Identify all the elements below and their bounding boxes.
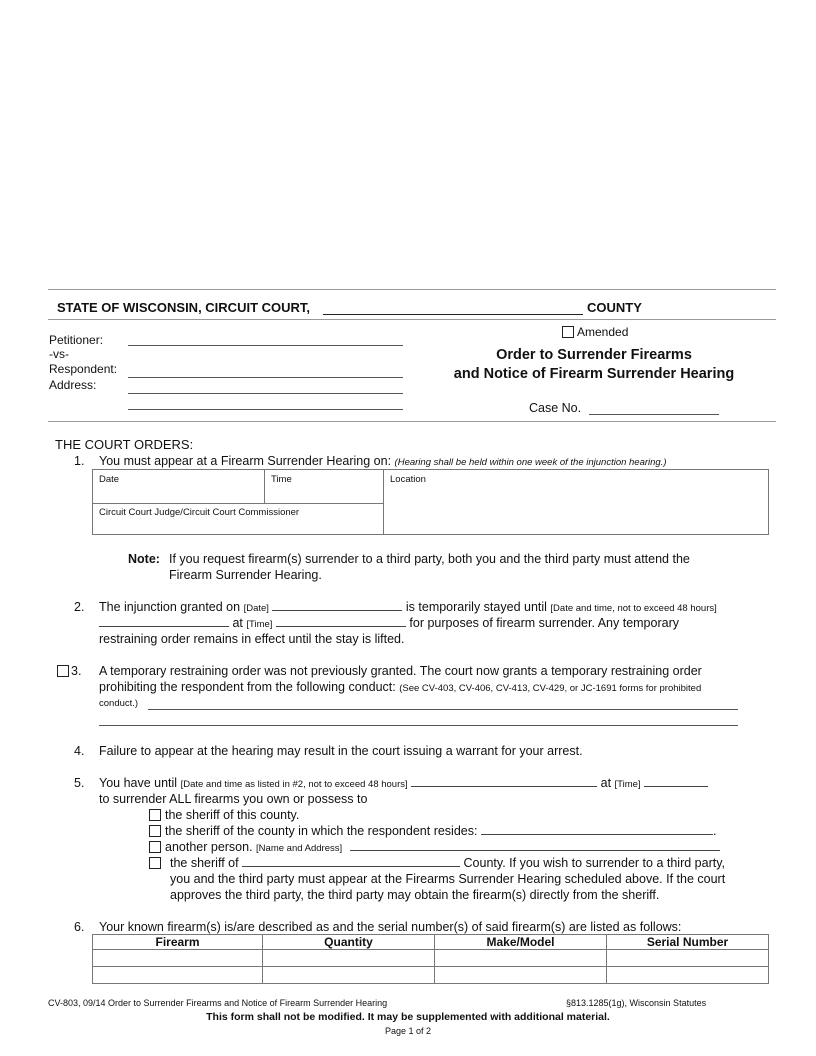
table-cell[interactable] bbox=[93, 967, 263, 984]
firearms-table-header bbox=[93, 935, 769, 950]
item5-opt4-county-field[interactable] bbox=[242, 856, 460, 867]
item2-until-field[interactable] bbox=[99, 616, 229, 627]
item2-time-field[interactable] bbox=[276, 616, 406, 627]
item5-line1 bbox=[99, 776, 708, 790]
footer-statute: §813.1285(1g), Wisconsin Statutes bbox=[566, 998, 707, 1008]
item2-time-hint: [Time] bbox=[246, 619, 273, 630]
item5-opt1: the sheriff of this county. bbox=[165, 808, 300, 822]
footer-notice: This form shall not be modified. It may be supplemented with additional material. bbox=[206, 1011, 610, 1023]
item5-time-field[interactable] bbox=[644, 776, 708, 787]
court-orders-heading: THE COURT ORDERS: bbox=[55, 437, 194, 452]
item5-opt3: another person. bbox=[165, 840, 253, 854]
item5-until-field[interactable] bbox=[411, 776, 597, 787]
item2-date-field[interactable] bbox=[272, 600, 402, 611]
item5-opt4b: County. If you wish to surrender to a third party, bbox=[463, 856, 725, 870]
item1-number: 1. bbox=[74, 454, 85, 468]
table-row bbox=[93, 967, 769, 984]
item5-opt4a: the sheriff of bbox=[170, 856, 239, 870]
footer-form-id: CV-803, 09/14 Order to Surrender Firearms and Notice of Firearm Surrender Hearing bbox=[48, 998, 388, 1008]
item6-text: Your known firearm(s) is/are described as and the serial number(s) of said firearm(s) are listed as follows: bbox=[99, 920, 682, 934]
item1-text bbox=[99, 454, 667, 468]
item2-line2 bbox=[99, 616, 679, 630]
respondent-label: Respondent: bbox=[49, 362, 118, 376]
col-firearm: Firearm bbox=[93, 935, 263, 950]
item6-number: 6. bbox=[74, 920, 85, 934]
item5-opt3-hint: [Name and Address] bbox=[256, 843, 343, 854]
col-quantity: Quantity bbox=[263, 935, 435, 950]
item5-opt2-checkbox[interactable] bbox=[149, 825, 161, 837]
table-cell[interactable] bbox=[93, 950, 263, 967]
item2-b: is temporarily stayed until bbox=[405, 600, 547, 614]
item3-hint-b: conduct.) bbox=[99, 698, 139, 709]
table-cell[interactable] bbox=[435, 950, 607, 967]
item5-line2: to surrender ALL firearms you own or possess to bbox=[99, 792, 368, 806]
case-no-field[interactable] bbox=[589, 414, 719, 415]
petitioner-label: Petitioner: bbox=[49, 333, 104, 347]
county-name-field[interactable] bbox=[323, 314, 583, 315]
hearing-table-hline bbox=[93, 503, 383, 504]
item3-line2 bbox=[99, 680, 701, 694]
item3-line2-text: prohibiting the respondent from the following conduct: bbox=[99, 680, 396, 694]
county-label: COUNTY bbox=[587, 300, 642, 315]
item5-a: You have until bbox=[99, 776, 178, 790]
note-label: Note: bbox=[128, 552, 160, 566]
petitioner-field[interactable] bbox=[128, 345, 403, 346]
table-cell[interactable] bbox=[263, 967, 435, 984]
amended-checkbox[interactable] bbox=[562, 326, 574, 338]
case-no-label: Case No. bbox=[529, 401, 582, 415]
item5-opt1-checkbox[interactable] bbox=[149, 809, 161, 821]
item5-opt4-line3: approves the third party, the third party may obtain the firearm(s) directly from the sheriff. bbox=[170, 888, 660, 902]
address-field-1[interactable] bbox=[128, 393, 403, 394]
vs-label: -vs- bbox=[49, 347, 69, 361]
footer-page: Page 1 of 2 bbox=[384, 1026, 432, 1036]
amended-label: Amended bbox=[577, 325, 629, 339]
item5-number: 5. bbox=[74, 776, 85, 790]
item2-line1 bbox=[99, 600, 717, 614]
form-title-line2: and Notice of Firearm Surrender Hearing bbox=[453, 366, 735, 382]
item5-opt2-end: . bbox=[712, 824, 717, 838]
table-cell[interactable] bbox=[263, 950, 435, 967]
item3-line1: A temporary restraining order was not previously granted. The court now grants a temporary restraining order bbox=[99, 664, 702, 678]
parties-rule bbox=[48, 421, 776, 422]
item2-a: The injunction granted on bbox=[99, 600, 241, 614]
form-title-line1: Order to Surrender Firearms bbox=[496, 347, 692, 363]
address-label: Address: bbox=[49, 378, 97, 392]
header-rule bbox=[48, 319, 776, 320]
item5-at: at bbox=[600, 776, 612, 790]
table-row bbox=[93, 950, 769, 967]
item4-number: 4. bbox=[74, 744, 85, 758]
hearing-time-cell[interactable]: Time bbox=[271, 474, 292, 485]
item1-note: (Hearing shall be held within one week of the injunction hearing.) bbox=[394, 457, 667, 468]
item2-line3: restraining order remains in effect until the stay is lifted. bbox=[99, 632, 405, 646]
item5-opt4-line1 bbox=[170, 856, 725, 870]
item4-text: Failure to appear at the hearing may result in the court issuing a warrant for your arrest. bbox=[99, 744, 583, 758]
col-serial-number: Serial Number bbox=[607, 935, 769, 950]
item3-number: 3. bbox=[71, 664, 82, 678]
item5-time-hint: [Time] bbox=[614, 779, 641, 790]
item5-opt4-checkbox[interactable] bbox=[149, 857, 161, 869]
item5-opt2-line bbox=[165, 824, 716, 838]
item3-conduct-field-2[interactable] bbox=[99, 725, 738, 726]
table-cell[interactable] bbox=[607, 967, 769, 984]
table-cell[interactable] bbox=[607, 950, 769, 967]
item1-main: You must appear at a Firearm Surrender Hearing on: bbox=[99, 454, 392, 468]
item2-date-hint: [Date] bbox=[243, 603, 269, 614]
item5-opt2: the sheriff of the county in which the respondent resides: bbox=[165, 824, 478, 838]
note-line1: If you request firearm(s) surrender to a third party, both you and the third party must attend the bbox=[169, 552, 690, 566]
respondent-field[interactable] bbox=[128, 377, 403, 378]
state-court-label bbox=[57, 300, 310, 315]
item2-number: 2. bbox=[74, 600, 85, 614]
address-field-2[interactable] bbox=[128, 409, 403, 410]
item3-hint-a: (See CV-403, CV-406, CV-413, CV-429, or JC-1691 forms for prohibited bbox=[399, 683, 702, 694]
hearing-table bbox=[92, 469, 769, 535]
item2-until-hint: [Date and time, not to exceed 48 hours] bbox=[550, 603, 717, 614]
hearing-table-vline1 bbox=[264, 470, 265, 503]
item5-opt3-line bbox=[165, 840, 720, 854]
firearms-table bbox=[92, 934, 769, 984]
item5-opt3-name-field[interactable] bbox=[350, 840, 720, 851]
item5-opt4-line2: you and the third party must appear at the Firearms Surrender Hearing scheduled above. If the court bbox=[170, 872, 726, 886]
hearing-table-vline2 bbox=[383, 470, 384, 535]
item3-conduct-field-1[interactable] bbox=[148, 709, 738, 710]
hearing-location-cell[interactable]: Location bbox=[390, 474, 426, 485]
note-line2: Firearm Surrender Hearing. bbox=[169, 568, 322, 582]
item5-opt2-county-field[interactable] bbox=[481, 824, 713, 835]
hearing-judge-cell[interactable]: Circuit Court Judge/Circuit Court Commissioner bbox=[99, 507, 300, 518]
top-rule bbox=[48, 289, 776, 290]
item3-checkbox[interactable] bbox=[57, 665, 69, 677]
item2-c: for purposes of firearm surrender. Any temporary bbox=[409, 616, 679, 630]
item2-at: at bbox=[232, 616, 243, 630]
col-make-model: Make/Model bbox=[435, 935, 607, 950]
state-court-text: STATE OF WISCONSIN, CIRCUIT COURT, bbox=[57, 300, 311, 315]
table-cell[interactable] bbox=[435, 967, 607, 984]
item5-until-hint: [Date and time as listed in #2, not to exceed 48 hours] bbox=[180, 779, 408, 790]
hearing-date-cell[interactable]: Date bbox=[99, 474, 120, 485]
item5-opt3-checkbox[interactable] bbox=[149, 841, 161, 853]
